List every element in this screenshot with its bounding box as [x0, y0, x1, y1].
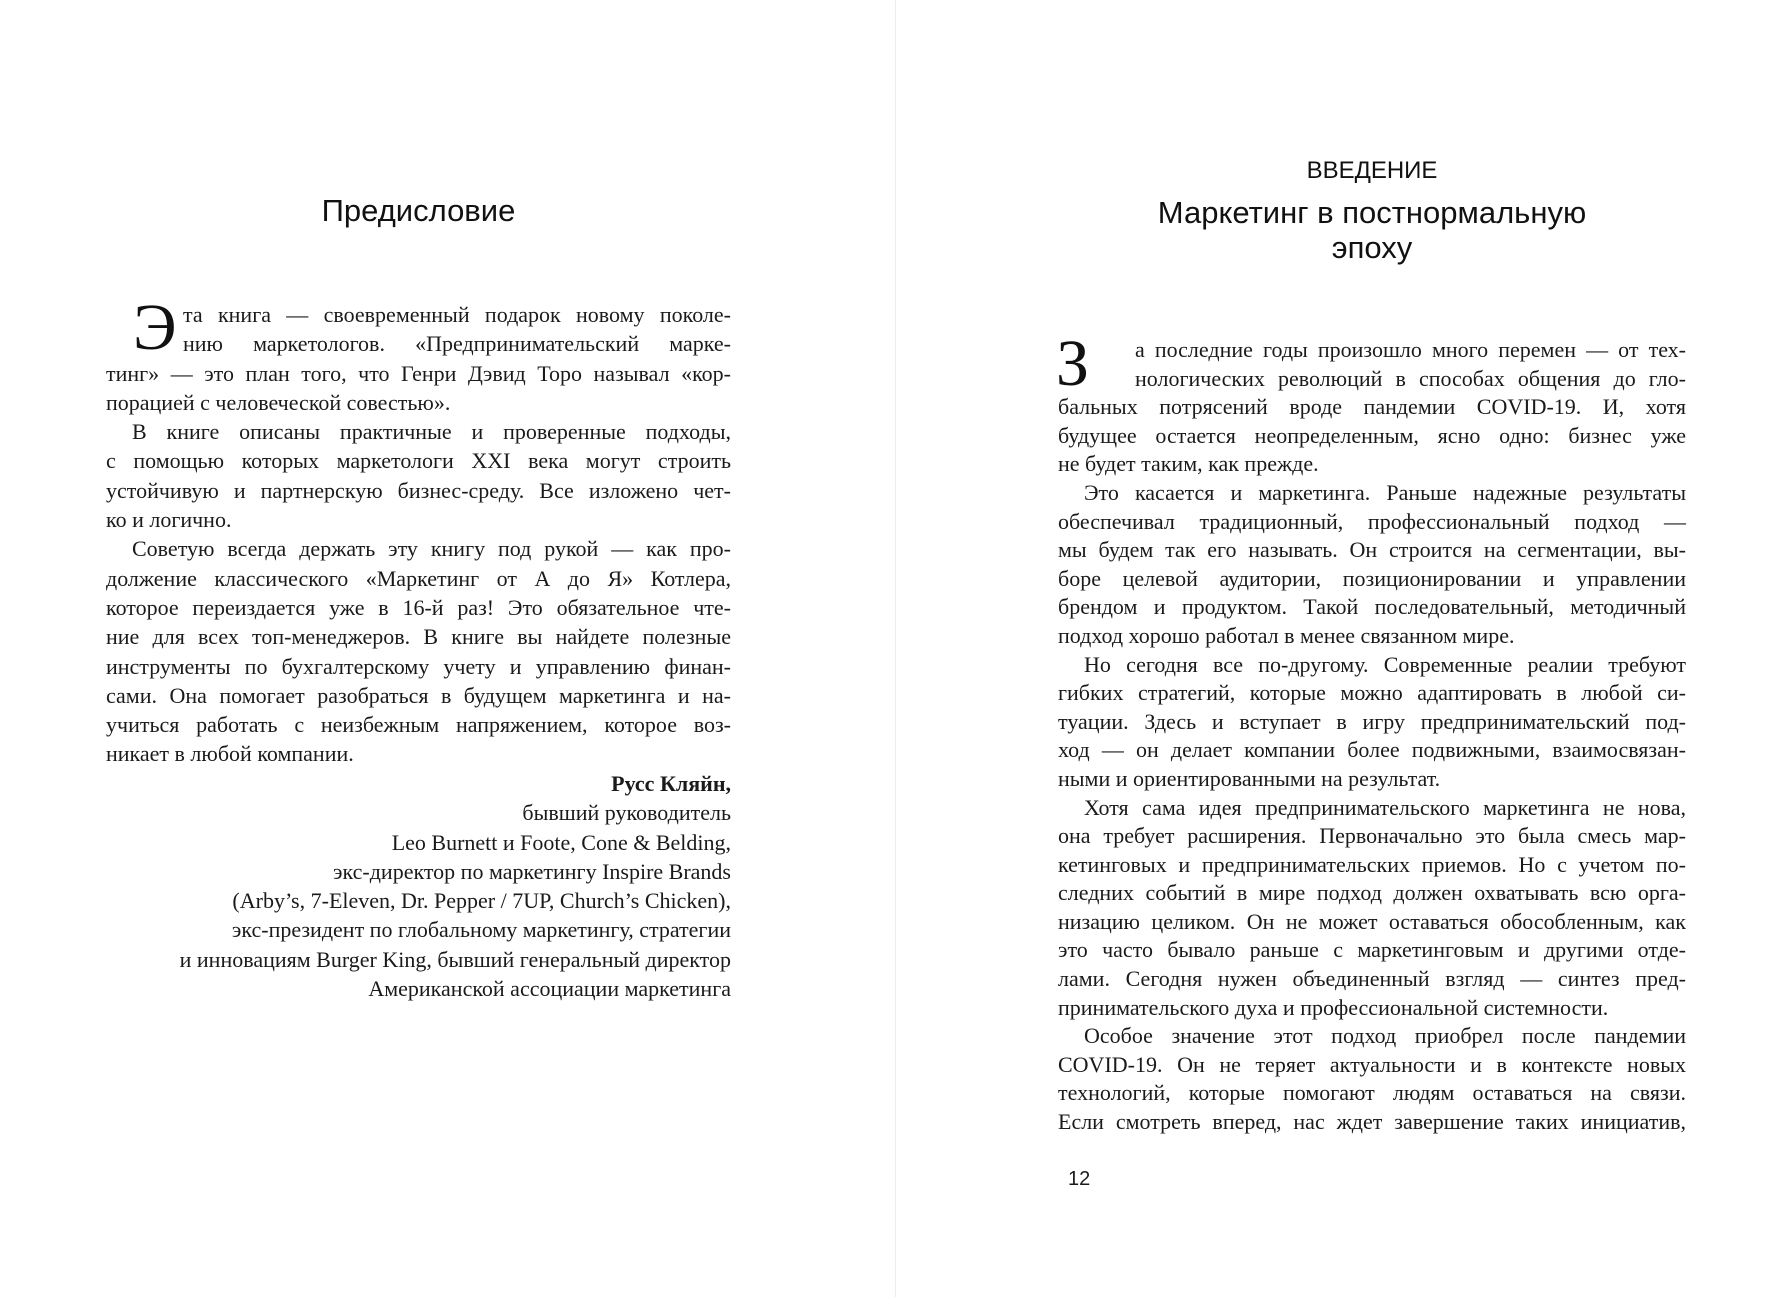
signature-name: Русс Кляйн,	[611, 771, 731, 796]
signature-line: и инновациям Burger King, бывший генеральный директор	[179, 946, 731, 972]
text-line: обеспечивал традиционный, профессиональный подход —	[1058, 508, 1686, 534]
text-line: Особое значение этот подход приобрел после пандемии	[1084, 1023, 1686, 1049]
drop-cap: З	[1056, 327, 1090, 400]
chapter-kicker: ВВЕДЕНИЕ	[1306, 157, 1438, 184]
text-line: Хотя сама идея предпринимательского маркетинга не нова,	[1084, 794, 1686, 820]
text-line: кетинговых и предпринимательских приемов. Но с учетом по-	[1058, 851, 1686, 877]
text-line: это часто бывало раньше с маркетинговым и другими отде-	[1058, 937, 1686, 963]
text-line: сами. Она помогает разобраться в будущем маркетинга и на-	[106, 682, 731, 708]
text-line: с помощью которых маркетологи XXI века могут строить	[106, 448, 731, 474]
text-line: она требует расширения. Первоначально это была смесь мар-	[1058, 823, 1686, 849]
text-line: низацию целиком. Он не может оставаться обособленным, как	[1058, 908, 1686, 934]
text-line: принимательского духа и профессиональной системности.	[1058, 994, 1609, 1020]
text-line: технологий, которые помогают людям оставаться на связи.	[1058, 1080, 1686, 1106]
right-page	[896, 0, 1769, 1297]
signature	[106, 769, 731, 1002]
chapter-title	[1058, 195, 1686, 265]
text-line: порацией с человеческой совестью».	[106, 389, 451, 415]
text-line: а последние годы произошло много перемен — от тех-	[1135, 337, 1686, 362]
text-line: та книга — своевременный подарок новому поколе-	[183, 302, 731, 327]
text-line: ко и логично.	[106, 507, 232, 533]
text-line: Но сегодня все по-другому. Современные реалии требуют	[1084, 651, 1686, 677]
signature-line: экс-директор по маркетингу Inspire Brands	[333, 858, 731, 884]
signature-line: Американской ассоциации маркетинга	[368, 976, 731, 1002]
text-line: учиться работать с неизбежным напряжением, которое воз-	[106, 712, 731, 738]
drop-cap: Э	[133, 291, 177, 364]
chapter-title-line: Маркетинг в постнормальную	[1157, 195, 1587, 230]
text-line: брендом и продуктом. Такой последовательный, методичный	[1058, 594, 1686, 620]
text-line: никает в любой компании.	[106, 741, 354, 767]
text-line: Если смотреть вперед, нас ждет завершение таких инициатив,	[1058, 1109, 1686, 1135]
text-line: ными и ориентированными на результат.	[1058, 765, 1441, 791]
text-line: нию маркетологов. «Предпринимательский марке-	[183, 331, 731, 357]
text-line: следних событий в мире подход должен охватывать всю орга-	[1058, 880, 1686, 906]
text-line: нологических революций в способах общения до гло-	[1135, 365, 1686, 391]
page-title: Предисловие	[321, 193, 516, 228]
text-line: должение классического «Маркетинг от А до Я» Котлера,	[106, 565, 731, 591]
text-line: туации. Здесь и вступает в игру предпринимательский под-	[1058, 708, 1686, 734]
signature-line: бывший руководитель	[522, 800, 731, 826]
text-line: лами. Сегодня нужен объединенный взгляд — синтез пред-	[1058, 966, 1686, 992]
signature-line: экс-президент по глобальному маркетингу, стратегии	[231, 917, 731, 943]
text-line: ние для всех топ-менеджеров. В книге вы найдете полезные	[106, 624, 731, 650]
text-line: мы будем так его называть. Он строится на сегментации, вы-	[1058, 537, 1686, 563]
body-text	[1056, 327, 1686, 1137]
text-line: COVID-19. Он не теряет актуальности и в контексте новых	[1058, 1051, 1686, 1077]
text-line: бальных потрясений вроде пандемии COVID-19. И, хотя	[1058, 394, 1686, 420]
signature-line: (Arby’s, 7-Eleven, Dr. Pepper / 7UP, Church’s Chicken),	[232, 888, 731, 914]
signature-line: Leo Burnett и Foote, Cone & Belding,	[391, 829, 731, 855]
text-line: не будет таким, как прежде.	[1058, 451, 1319, 477]
text-line: Советую всегда держать эту книгу под рукой — как про-	[132, 536, 731, 562]
body-text	[106, 291, 731, 769]
text-line: устойчивую и партнерскую бизнес-среду. Все изложено чет-	[106, 477, 731, 503]
text-line: В книге описаны практичные и проверенные подходы,	[132, 419, 731, 445]
chapter-title-line: эпоху	[1331, 230, 1413, 265]
text-line: ход — он делает компании более подвижными, взаимосвязан-	[1058, 737, 1686, 763]
text-line: которое переиздается уже в 16-й раз! Это обязательное чте-	[106, 594, 731, 620]
text-line: будущее остается неопределенным, ясно одно: бизнес уже	[1058, 422, 1686, 448]
page-number: 12	[1068, 1168, 1091, 1190]
text-line: гибких стратегий, которые можно адаптировать в любой си-	[1058, 680, 1686, 706]
text-line: Это касается и маркетинга. Раньше надежные результаты	[1084, 479, 1686, 505]
text-line: подход хорошо работал в менее связанном мире.	[1058, 622, 1515, 648]
text-line: инструменты по бухгалтерскому учету и управлению финан-	[106, 653, 731, 679]
text-line: тинг» — это план того, что Генри Дэвид Торо называл «кор-	[106, 360, 731, 386]
text-line: боре целевой аудитории, позиционировании и управлении	[1058, 565, 1686, 591]
